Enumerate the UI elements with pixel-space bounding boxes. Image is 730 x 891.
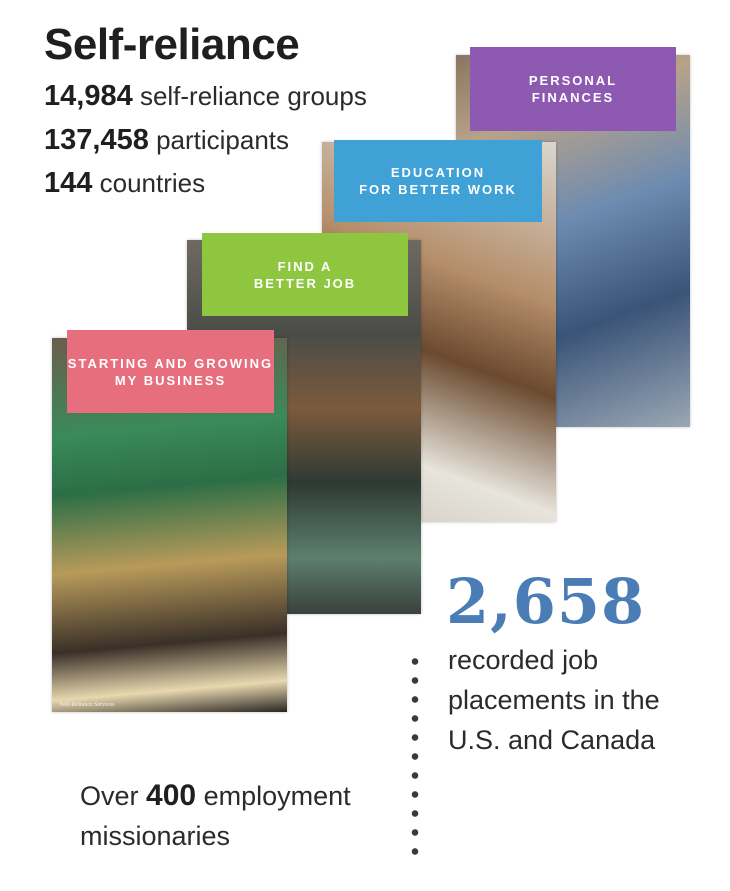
missionaries-stat — [80, 776, 400, 856]
placement-line: recorded job — [448, 645, 599, 675]
missionaries-number: 400 — [146, 779, 197, 812]
stat-label: countries — [99, 168, 206, 198]
banner-find-better-job — [202, 233, 408, 316]
job-placements-number: 2,658 — [446, 565, 646, 638]
stat-label: self-reliance groups — [139, 81, 367, 111]
stat-participants — [44, 124, 289, 157]
placement-line: placements in the — [448, 685, 660, 715]
missionaries-prefix: Over — [80, 781, 139, 811]
banner-line: FINANCES — [531, 90, 615, 105]
banner-line: BETTER JOB — [253, 275, 357, 291]
banner-line: FIND A — [277, 258, 333, 274]
banner-starting-business — [67, 330, 274, 413]
stat-countries — [44, 167, 205, 200]
card-footer: Self-Reliance Services — [60, 702, 115, 708]
missionaries-line2: missionaries — [80, 821, 231, 851]
banner-line: EDUCATION — [390, 165, 486, 180]
banner-line: MY BUSINESS — [114, 372, 227, 388]
page-title: Self-reliance — [44, 20, 300, 69]
missionaries-suffix: employment — [203, 781, 351, 811]
stat-number: 137,458 — [44, 124, 149, 156]
placement-line: U.S. and Canada — [448, 725, 656, 755]
job-placements-text — [448, 640, 708, 760]
stat-label: participants — [156, 125, 290, 155]
banner-education — [334, 140, 542, 222]
banner-line: PERSONAL — [528, 73, 618, 88]
stat-groups — [44, 80, 367, 113]
banner-line: STARTING AND GROWING — [67, 355, 274, 371]
banner-line: FOR BETTER WORK — [359, 182, 517, 197]
stat-number: 144 — [44, 167, 93, 199]
dotted-divider — [411, 652, 419, 864]
stat-number: 14,984 — [44, 80, 133, 112]
banner-personal-finances — [470, 47, 676, 131]
